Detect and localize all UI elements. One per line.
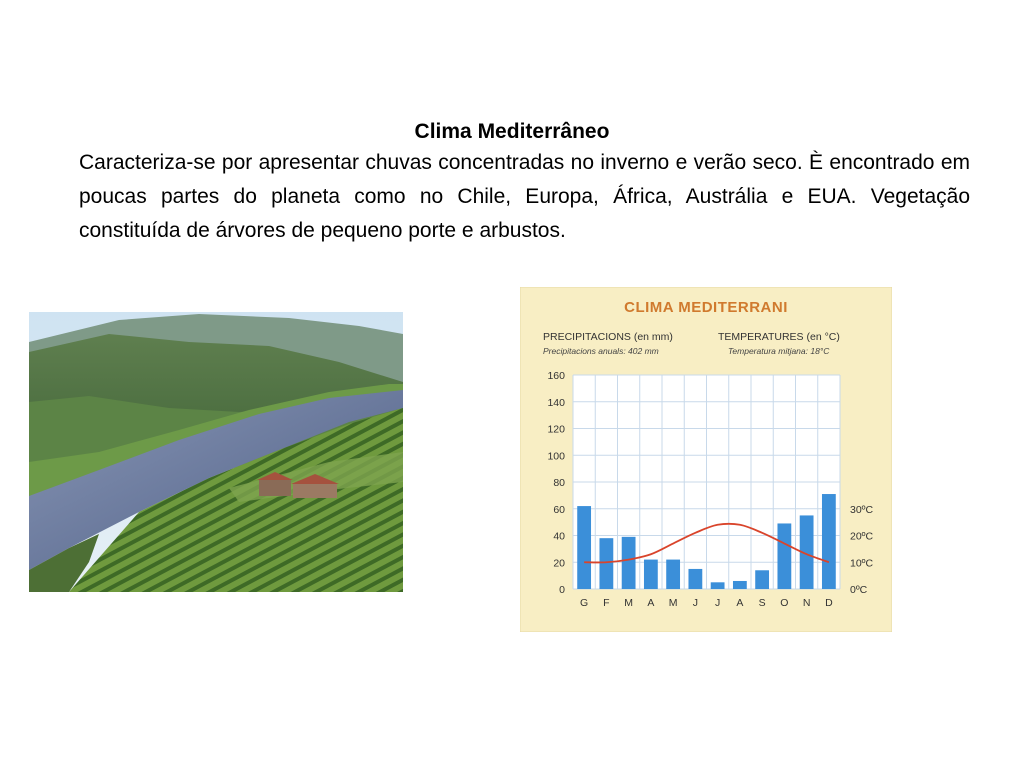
month-label: O [780, 597, 789, 609]
month-label: S [758, 597, 766, 609]
precip-bar [688, 569, 702, 589]
month-label: J [715, 597, 721, 609]
chart-title: CLIMA MEDITERRANI [624, 299, 788, 316]
climate-chart [520, 287, 892, 632]
precip-bar [666, 560, 680, 589]
month-label: G [580, 597, 589, 609]
landscape-photo [29, 312, 403, 592]
precip-bar [644, 560, 658, 589]
precip-tick-label: 40 [553, 530, 565, 543]
temp-tick-label: 30ºC [850, 503, 874, 516]
precip-bar [599, 538, 613, 589]
month-label: M [624, 597, 633, 609]
month-label: A [736, 597, 744, 609]
precip-tick-label: 60 [553, 503, 565, 516]
precip-bar [711, 582, 725, 589]
temp-axis-subtitle: Temperatura mitjana: 18°C [728, 346, 830, 356]
month-label: N [802, 597, 811, 609]
precip-bar [733, 581, 747, 589]
month-label: D [825, 597, 833, 609]
precip-bar [622, 537, 636, 589]
month-label: F [603, 597, 610, 609]
temp-axis-title: TEMPERATURES (en °C) [718, 331, 840, 343]
precip-bar [577, 506, 591, 589]
temp-tick-label: 10ºC [850, 557, 874, 570]
precip-tick-label: 100 [547, 450, 565, 463]
precip-tick-label: 0 [559, 584, 565, 596]
precip-bar [822, 494, 836, 589]
temp-tick-label: 0ºC [850, 584, 868, 596]
month-label: A [647, 597, 655, 609]
precip-axis-subtitle: Precipitacions anuals: 402 mm [543, 346, 659, 356]
precip-tick-label: 20 [553, 557, 565, 570]
precip-tick-label: 80 [553, 477, 565, 489]
precip-bar [777, 523, 791, 589]
month-label: J [692, 597, 698, 609]
precip-tick-label: 140 [547, 396, 565, 409]
precip-tick-label: 160 [547, 370, 565, 382]
temp-tick-label: 20ºC [850, 530, 874, 543]
month-label: M [668, 597, 678, 609]
precip-tick-label: 120 [547, 423, 565, 436]
slide-body-text: Caracteriza-se por apresentar chuvas concentradas no inverno e verão seco. È encontrado em poucas partes do planeta como no Chile, Europa, África, Austrália e EUA. Vegetação constituída de árvores de pequeno porte e arbustos. [79, 151, 970, 242]
precip-axis-title: PRECIPITACIONS (en mm) [543, 331, 673, 343]
slide-title: Clima Mediterrâneo [414, 120, 610, 143]
precip-bar [755, 570, 769, 589]
